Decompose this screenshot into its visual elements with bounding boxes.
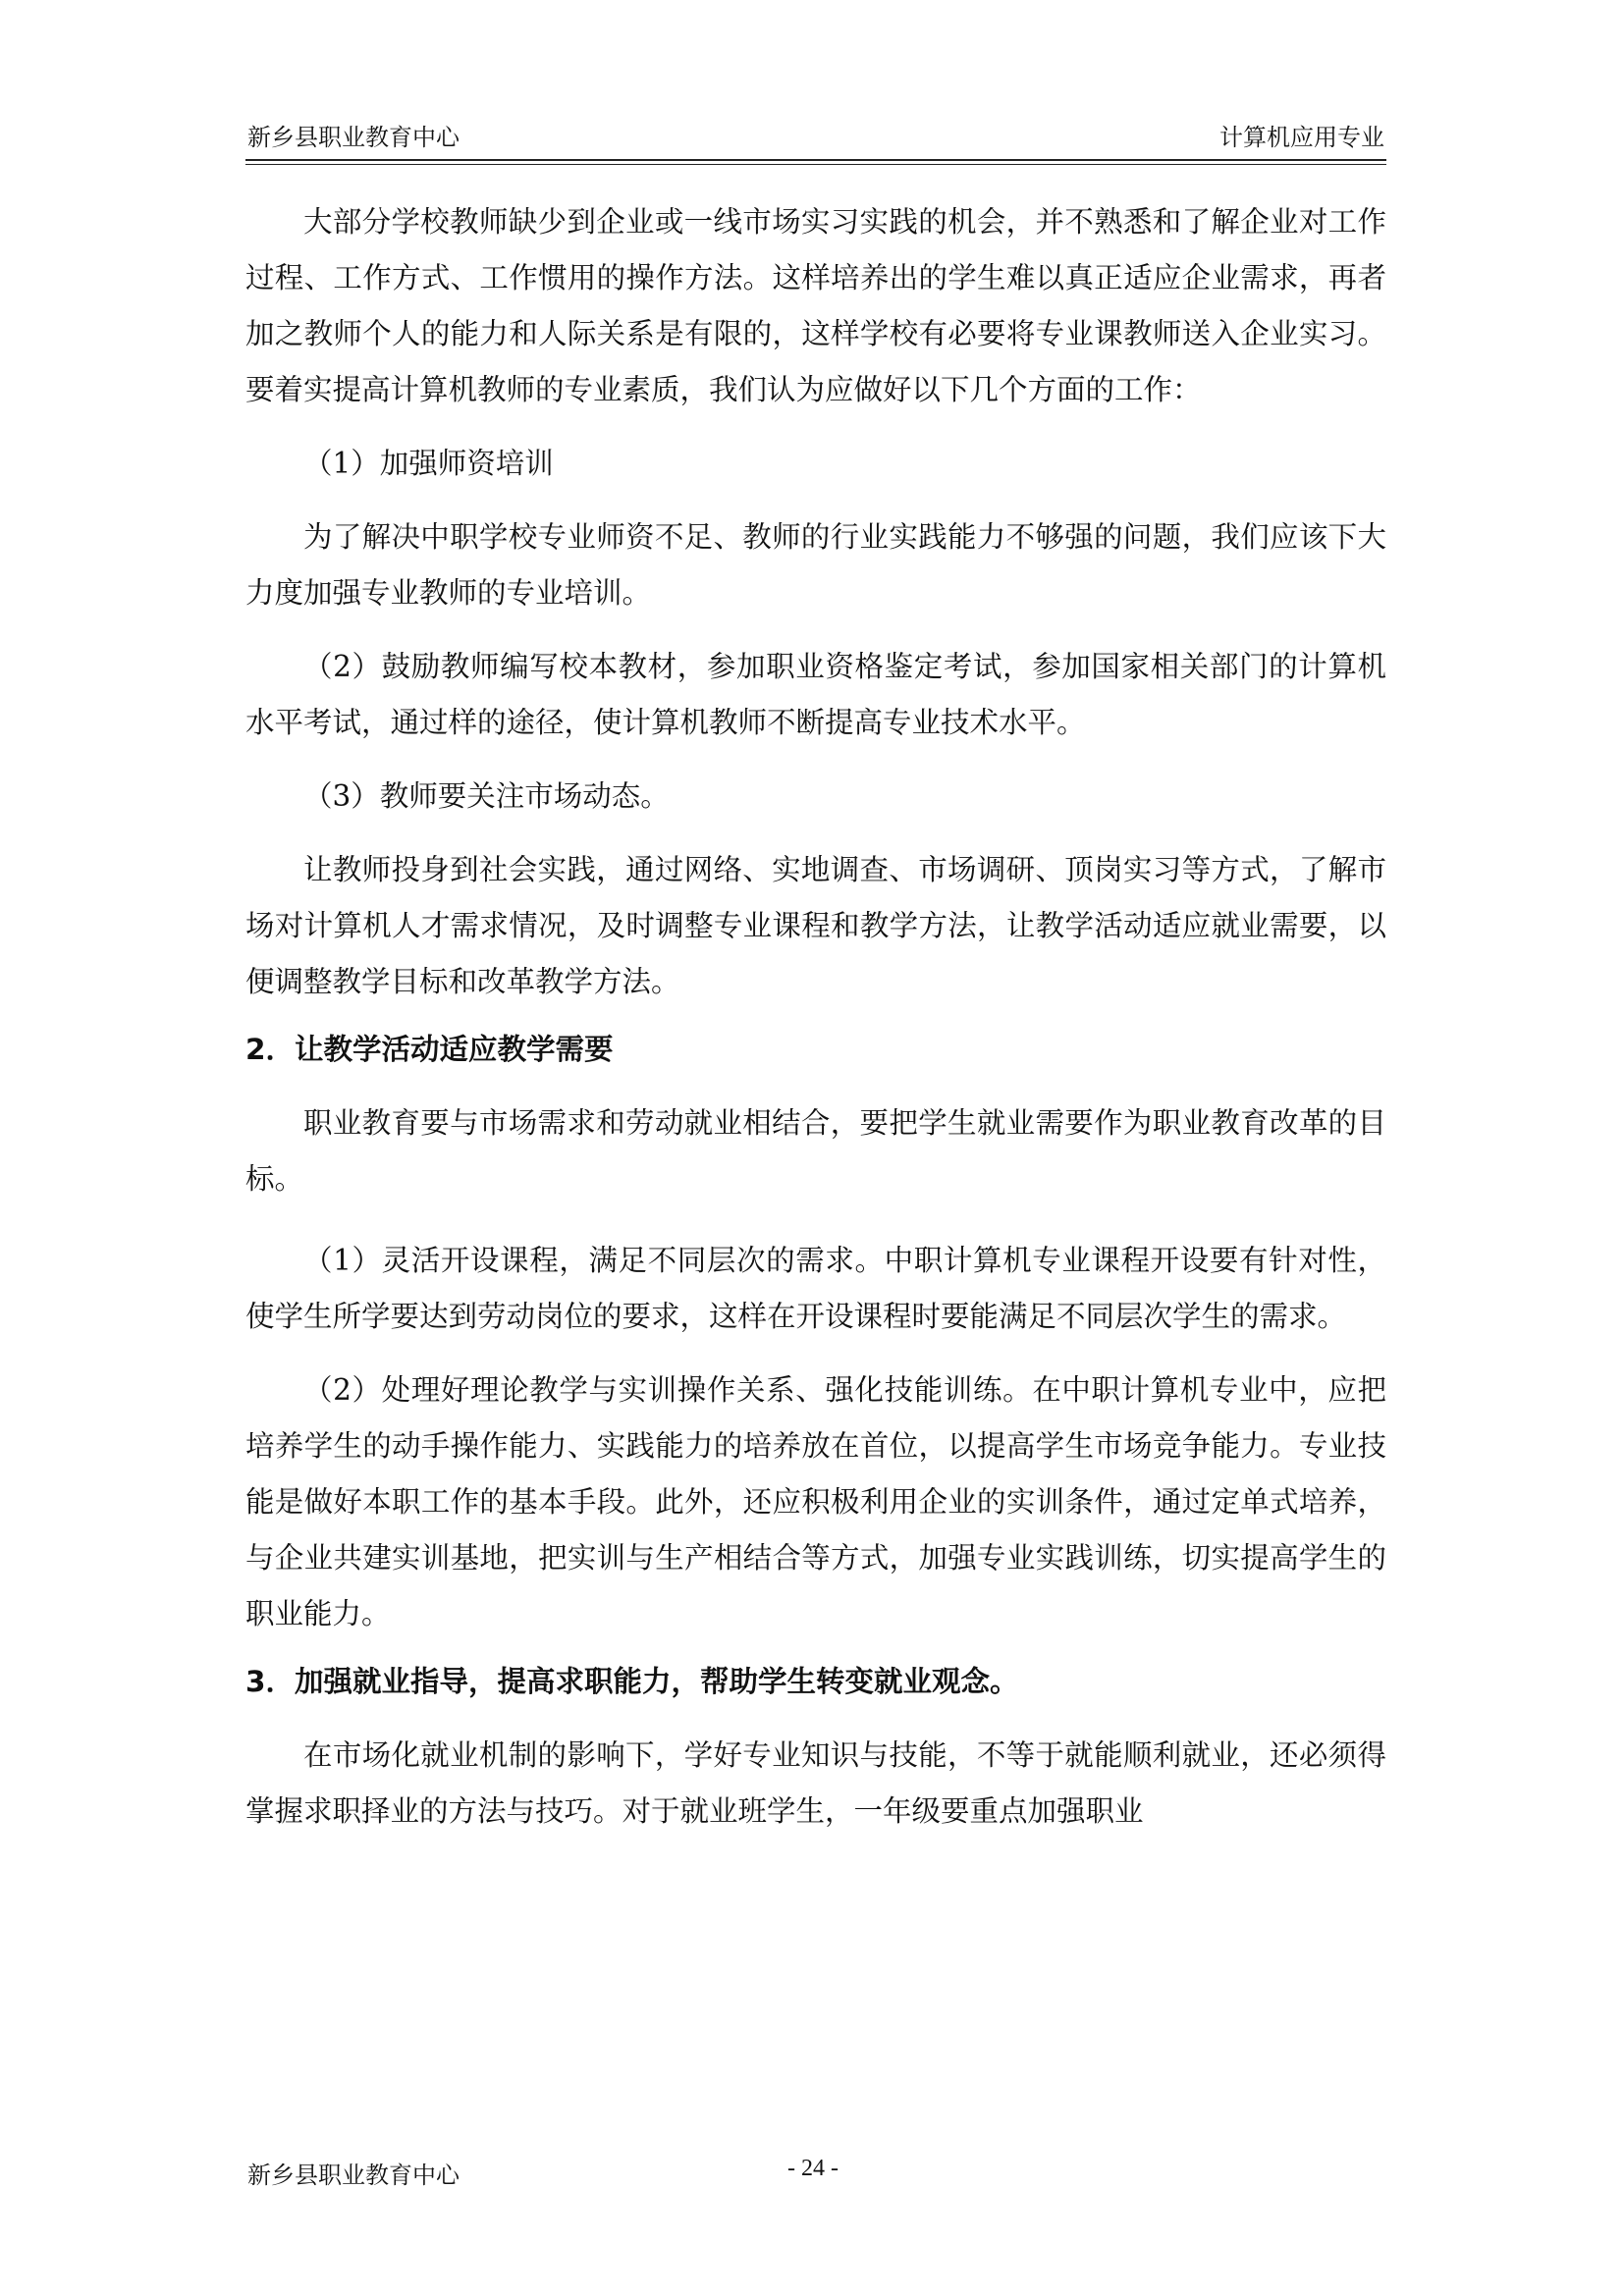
footer-school-name: 新乡县职业教育中心 xyxy=(247,2162,460,2189)
header-rule xyxy=(245,164,1386,165)
paragraph: （2）鼓励教师编写校本教材，参加职业资格鉴定考试，参加国家相关部门的计算机水平考试，通过样的途径，使计算机教师不断提高专业技术水平。 xyxy=(245,650,1386,739)
paragraph: （2）处理好理论教学与实训操作关系、强化技能训练。在中职计算机专业中，应把培养学生的动手操作能力、实践能力的培养放在首位，以提高学生市场竞争能力。专业技能是做好本职工作的基本手段。此外，还应积极利用企业的实训条件，通过定单式培养，与企业共建实训基地，把实训与生产相结合等方式，加强专业实践训练，切实提高学生的职业能力。 xyxy=(245,1373,1386,1630)
section-heading-2: 2．让教学活动适应教学需要 xyxy=(245,1033,614,1066)
header-major-name: 计算机应用专业 xyxy=(1219,124,1384,151)
page-header xyxy=(245,116,1386,161)
paragraph: （1）灵活开设课程，满足不同层次的需求。中职计算机专业课程开设要有针对性，使学生所学要达到劳动岗位的要求，这样在开设课程时要能满足不同层次学生的需求。 xyxy=(245,1244,1386,1333)
subheading-market-dynamics: （3）教师要关注市场动态。 xyxy=(303,779,670,813)
paragraph: 让教师投身到社会实践，通过网络、实地调查、市场调研、顶岗实习等方式，了解市场对计算机人才需求情况，及时调整专业课程和教学方法，让教学活动适应就业需要，以便调整教学目标和改革教学方法。 xyxy=(245,853,1386,998)
header-school-name: 新乡县职业教育中心 xyxy=(247,124,460,151)
paragraph: 职业教育要与市场需求和劳动就业相结合，要把学生就业需要作为职业教育改革的目标。 xyxy=(245,1106,1386,1196)
paragraph: 为了解决中职学校专业师资不足、教师的行业实践能力不够强的问题，我们应该下大力度加强专业教师的专业培训。 xyxy=(245,520,1386,610)
page-body xyxy=(245,194,1386,1840)
subheading-teacher-training: （1）加强师资培训 xyxy=(303,447,554,480)
section-heading-3: 3．加强就业指导，提高求职能力，帮助学生转变就业观念。 xyxy=(245,1665,1019,1698)
paragraph: 大部分学校教师缺少到企业或一线市场实习实践的机会，并不熟悉和了解企业对工作过程、工作方式、工作惯用的操作方法。这样培养出的学生难以真正适应企业需求，再者加之教师个人的能力和人际关系是有限的，这样学校有必要将专业课教师送入企业实习。要着实提高计算机教师的专业素质，我们认为应做好以下几个方面的工作： xyxy=(245,205,1386,406)
paragraph: 在市场化就业机制的影响下，学好专业知识与技能，不等于就能顺利就业，还必须得掌握求职择业的方法与技巧。对于就业班学生，一年级要重点加强职业 xyxy=(245,1738,1386,1828)
page-number: - 24 - xyxy=(787,2156,839,2181)
